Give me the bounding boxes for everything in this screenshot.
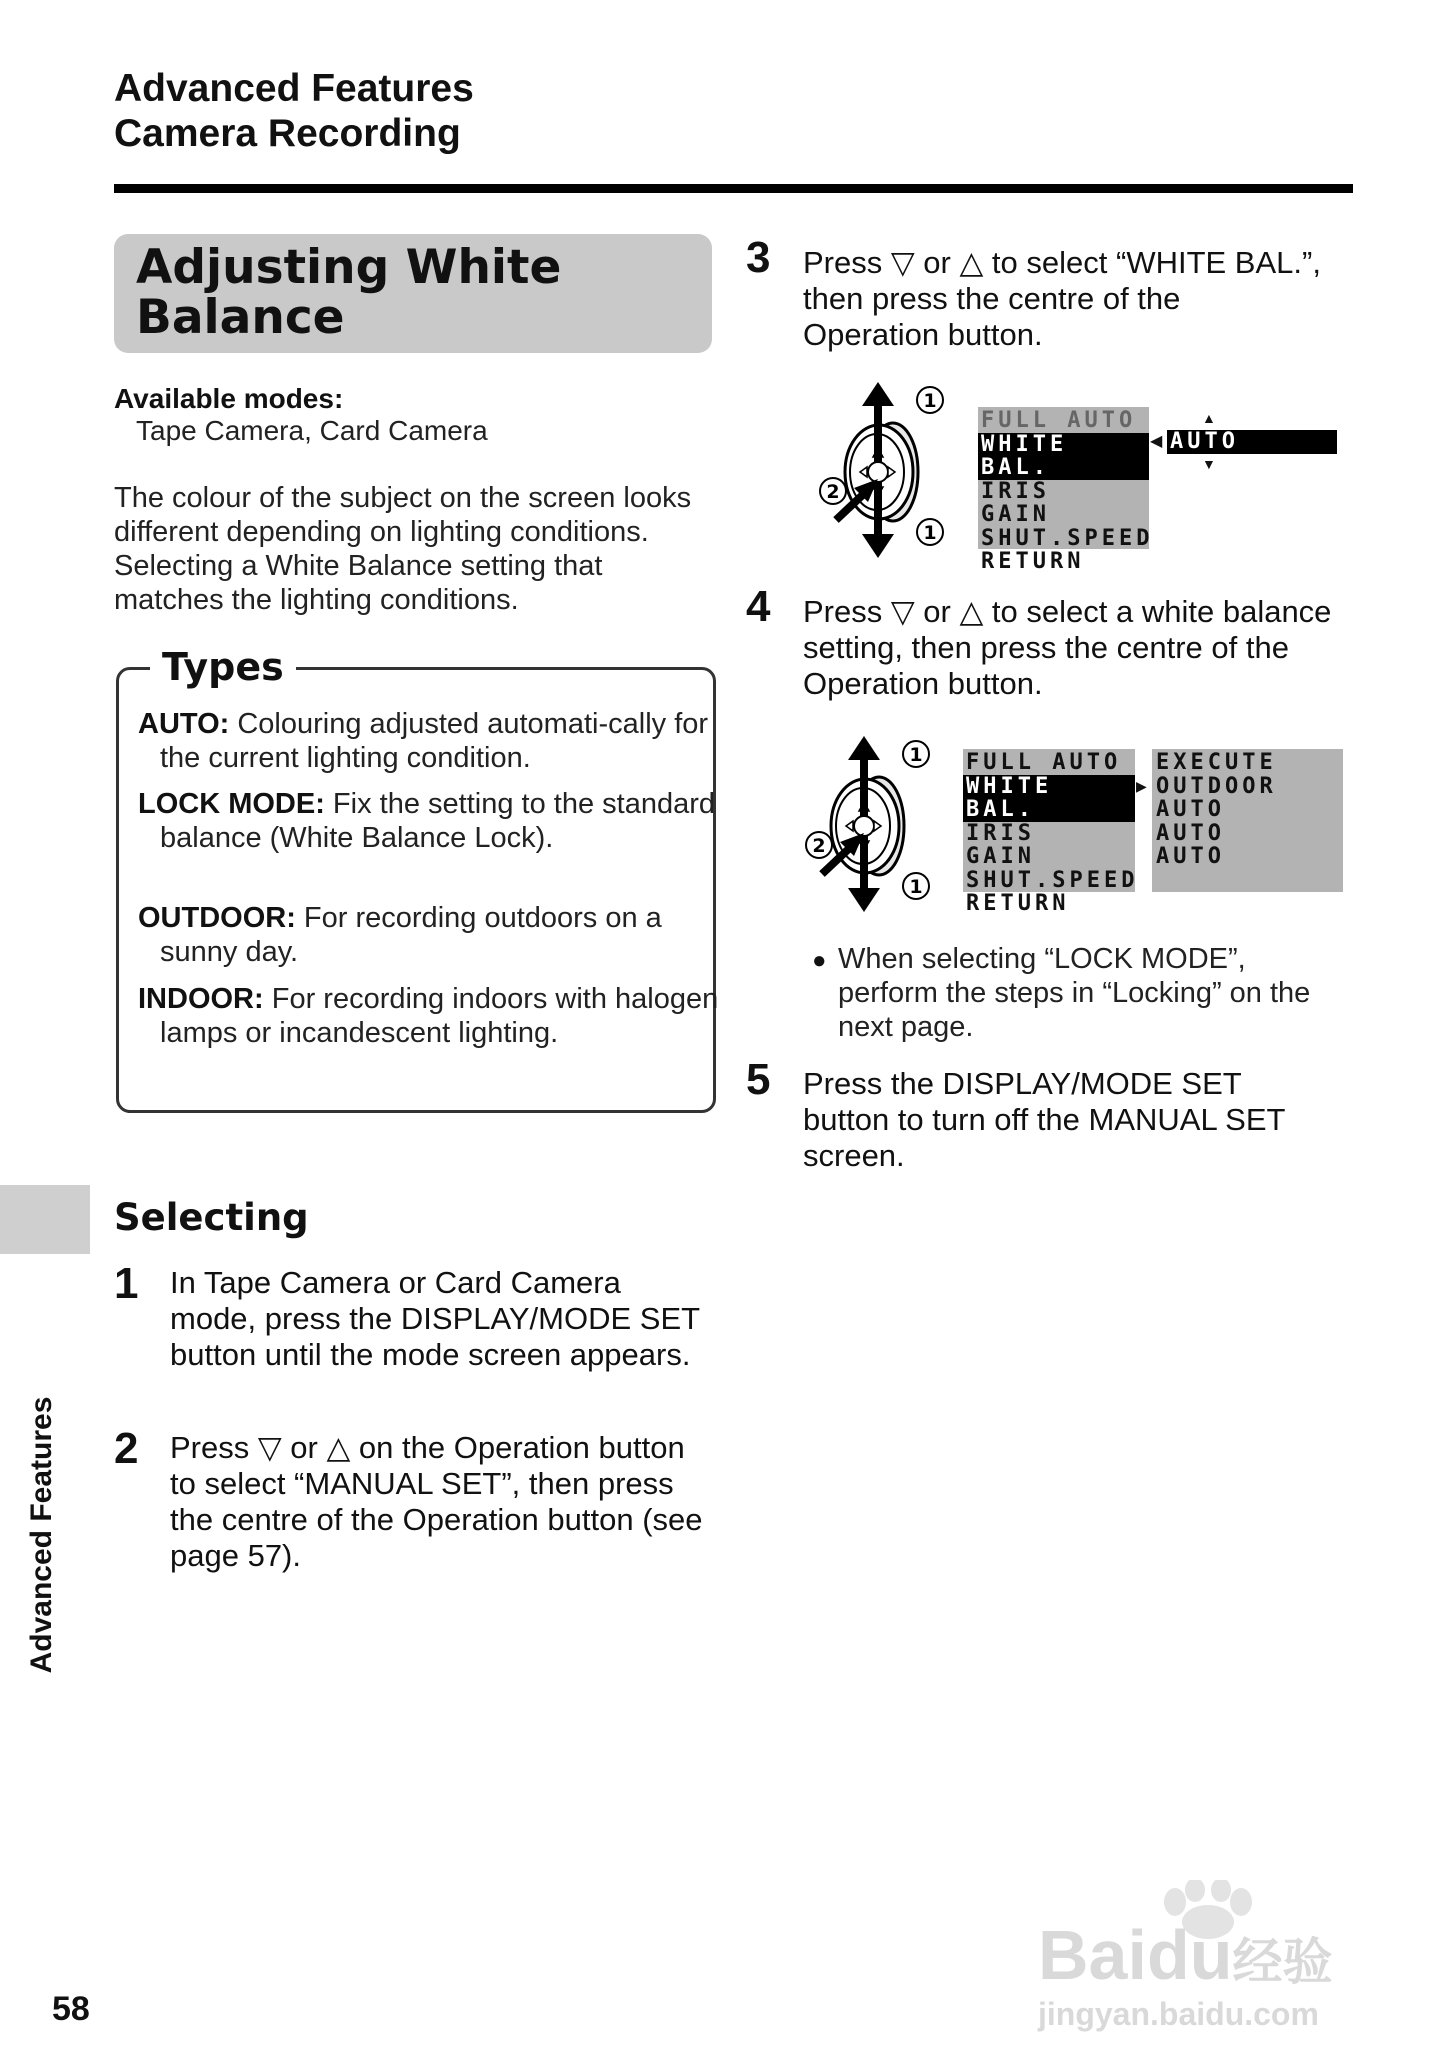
manual-set-menu: [978, 407, 1154, 574]
type-item-outdoor: [138, 901, 720, 969]
selecting-heading: Selecting: [114, 1196, 309, 1239]
side-tab-marker: [0, 1185, 90, 1254]
manual-set-menu: [963, 749, 1139, 916]
watermark-url: jingyan.baidu.com: [1038, 1996, 1319, 2032]
intro-paragraph: The colour of the subject on the screen looks different depending on lighting conditions. Selecting a White Balance setting that matches the lighting conditions.: [114, 482, 692, 616]
option-item: EXECUTE: [1156, 750, 1277, 775]
step-text: In Tape Camera or Card Camera mode, press the DISPLAY/MODE SET button until the mode screen appears.: [170, 1265, 700, 1372]
type-term: INDOOR:: [138, 983, 264, 1015]
menu-item: FULL AUTO: [966, 750, 1122, 775]
option-item: AUTO: [1156, 797, 1225, 822]
watermark-brand-b: du: [1146, 1916, 1233, 1994]
type-term: OUTDOOR:: [138, 902, 296, 934]
step-number: 3: [746, 233, 771, 282]
menu-item: FULL AUTO: [981, 408, 1137, 433]
menu-item: GAIN: [966, 844, 1035, 869]
type-term: AUTO:: [138, 708, 230, 740]
title-line2: Balance: [136, 290, 345, 345]
header-line2: Camera Recording: [114, 112, 461, 155]
left-triangle-icon: ◀: [1150, 433, 1163, 450]
operation-button-diagram: [796, 732, 936, 917]
menu-item-selected: WHITE BAL.: [978, 433, 1149, 480]
white-bal-value: AUTO: [1167, 430, 1337, 454]
menu-item: GAIN: [981, 502, 1050, 527]
label-down: 1: [923, 522, 937, 544]
step-number: 4: [746, 582, 771, 631]
section-header: [114, 66, 474, 156]
watermark-brand: [1038, 1916, 1333, 1997]
label-press: 2: [812, 835, 826, 857]
down-triangle-icon: ▼: [1202, 456, 1216, 472]
label-down: 1: [909, 876, 923, 898]
step-number: 5: [746, 1055, 771, 1104]
step-number: 2: [114, 1424, 139, 1473]
types-title: Types: [150, 644, 296, 690]
available-modes-value: Tape Camera, Card Camera: [136, 415, 488, 446]
right-triangle-icon: ▶: [1136, 778, 1147, 794]
option-item: OUTDOOR: [1156, 773, 1277, 799]
watermark: [1038, 1880, 1378, 2030]
type-desc: For recording outdoors on a sunny day.: [160, 902, 662, 968]
label-up: 1: [923, 390, 937, 412]
page-number: 58: [52, 1990, 90, 2028]
up-triangle-icon: ▲: [1202, 410, 1216, 426]
step-number: 1: [114, 1259, 139, 1308]
bullet-dot: ●: [812, 947, 827, 974]
type-desc: Colouring adjusted automati-cally for the current lighting condition.: [160, 708, 709, 774]
page-title: [136, 240, 562, 345]
step-text: Press the DISPLAY/MODE SET button to turn off the MANUAL SET screen.: [803, 1066, 1285, 1173]
lock-mode-note: When selecting “LOCK MODE”, perform the steps in “Locking” on the next page.: [838, 943, 1311, 1043]
menu-item-selected: WHITE BAL.: [963, 775, 1135, 822]
label-up: 1: [909, 744, 923, 766]
menu-item: SHUT.SPEED: [966, 867, 1139, 893]
menu-item: RETURN: [966, 891, 1070, 916]
type-item-lock-mode: [138, 787, 720, 855]
operation-button-icon: [796, 732, 936, 917]
menu-item: SHUT.SPEED: [981, 525, 1154, 551]
menu-item: RETURN: [981, 549, 1085, 574]
operation-button-icon: [810, 378, 950, 563]
menu-item: IRIS: [966, 820, 1035, 846]
watermark-cn: 经验: [1232, 1934, 1333, 1990]
white-balance-options: [1152, 749, 1343, 892]
label-press: 2: [826, 481, 840, 503]
type-desc: For recording indoors with halogen lamps or incandescent lighting.: [160, 983, 719, 1049]
step-text: Press ▽ or △ on the Operation button to select “MANUAL SET”, then press the centre of the Operation button (see page 57).: [170, 1430, 703, 1573]
type-term: LOCK MODE:: [138, 788, 325, 820]
header-line1: Advanced Features: [114, 67, 474, 110]
type-item-auto: [138, 707, 720, 775]
menu-item: IRIS: [981, 478, 1050, 504]
watermark-brand-a: Bai: [1038, 1916, 1147, 1994]
option-item: AUTO: [1156, 844, 1225, 869]
type-desc: Fix the setting to the standard balance (White Balance Lock).: [160, 788, 715, 854]
header-rule: [114, 184, 1353, 193]
option-item: AUTO: [1156, 820, 1225, 846]
type-item-indoor: [138, 982, 720, 1050]
step-text: Press ▽ or △ to select “WHITE BAL.”, then press the centre of the Operation button.: [803, 245, 1321, 352]
title-line1: Adjusting White: [136, 240, 562, 295]
step-text: Press ▽ or △ to select a white balance setting, then press the centre of the Operation button.: [803, 594, 1332, 701]
operation-button-diagram: [810, 378, 950, 563]
side-tab-label: Advanced Features: [25, 1396, 58, 1674]
available-modes-label: Available modes:: [114, 383, 344, 414]
